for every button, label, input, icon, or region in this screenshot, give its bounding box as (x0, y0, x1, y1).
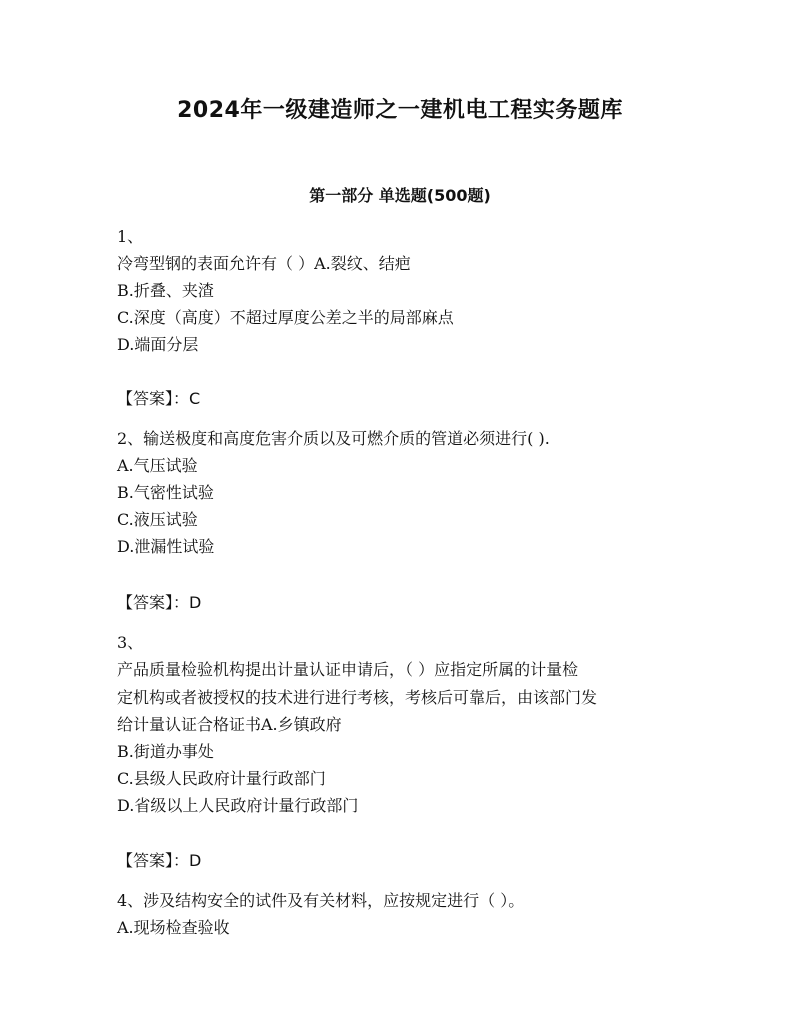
question-1-stem: 冷弯型钢的表面允许有（ ）A.裂纹、结疤 (117, 254, 411, 273)
section-heading: 第一部分 单选题(500题) (309, 186, 491, 205)
document-title: 2024年一级建造师之一建机电工程实务题库 (177, 98, 623, 123)
question-3-stem-line-2: 定机构或者被授权的技术进行进行考核，考核后可靠后，由该部门发 (117, 688, 598, 707)
question-3-answer: 【答案】：D (117, 851, 202, 870)
question-2-option-c: C.液压试验 (117, 510, 198, 529)
question-2-option-b: B.气密性试验 (117, 483, 214, 502)
question-4-option-a: A.现场检查验收 (117, 918, 230, 937)
question-3-option-c: C.县级人民政府计量行政部门 (117, 769, 326, 788)
question-2-stem: 2、输送极度和高度危害介质以及可燃介质的管道必须进行( ). (117, 429, 550, 448)
question-2-answer: 【答案】：D (117, 593, 202, 612)
question-3-option-b: B.街道办事处 (117, 742, 214, 761)
question-1-option-c: C.深度（高度）不超过厚度公差之半的局部麻点 (117, 308, 454, 327)
question-3-number: 3、 (117, 633, 144, 652)
question-1-number: 1、 (117, 227, 144, 246)
question-1-option-b: B.折叠、夹渣 (117, 281, 214, 300)
question-1-answer: 【答案】：C (117, 389, 201, 408)
question-1-option-d: D.端面分层 (117, 335, 199, 354)
question-3-stem-line-3: 给计量认证合格证书A.乡镇政府 (117, 715, 342, 734)
question-3-option-d: D.省级以上人民政府计量行政部门 (117, 796, 359, 815)
question-2-option-a: A.气压试验 (117, 456, 198, 475)
question-3-stem-line-1: 产品质量检验机构提出计量认证申请后，（ ）应指定所属的计量检 (117, 660, 579, 679)
question-4-stem: 4、涉及结构安全的试件及有关材料，应按规定进行（ ）。 (117, 891, 525, 910)
question-2-option-d: D.泄漏性试验 (117, 537, 215, 556)
